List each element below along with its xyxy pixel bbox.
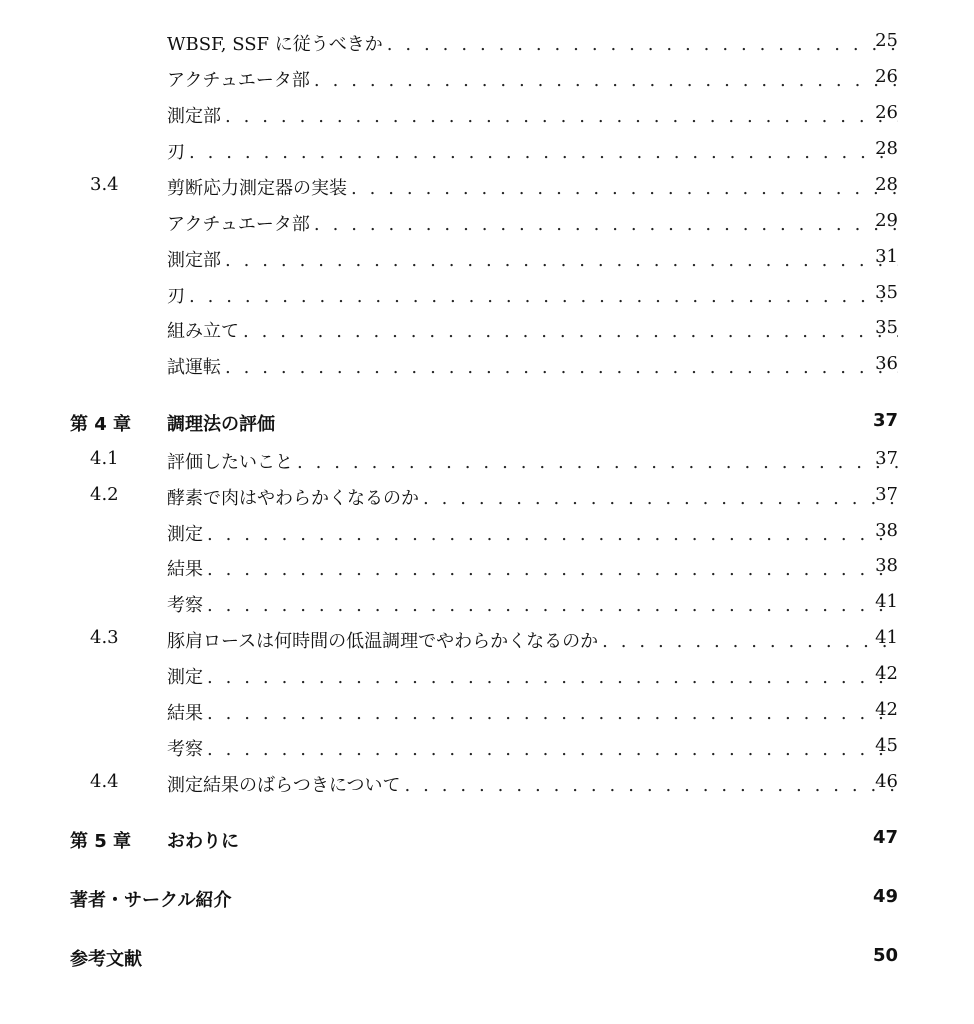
toc-title-line — [167, 591, 898, 617]
toc-dot-leader — [207, 524, 898, 545]
toc-section-number: 4.4 — [90, 771, 119, 792]
toc-dot-leader — [423, 488, 898, 509]
toc-title-line — [167, 102, 898, 128]
toc-entry — [0, 26, 974, 56]
toc-page-number: 38 — [875, 555, 898, 576]
toc-page-number: 29 — [875, 210, 898, 231]
toc-title: 結果 — [167, 559, 203, 580]
toc-page-number: 41 — [875, 627, 898, 648]
toc-section-number: 3.4 — [90, 174, 119, 195]
toc-title-line — [167, 174, 898, 200]
toc-dot-leader — [314, 214, 898, 235]
toc-page-number: 45 — [875, 735, 898, 756]
toc-dot-leader — [207, 559, 898, 580]
toc-dot-leader — [207, 703, 898, 724]
toc-title-line — [167, 282, 898, 308]
toc-chapter-entry — [0, 406, 974, 436]
toc-dot-leader — [243, 321, 898, 342]
toc-chapter-entry — [0, 882, 974, 912]
toc-title: 結果 — [167, 703, 203, 724]
toc-entry — [0, 623, 974, 653]
toc-title-line — [167, 771, 898, 797]
toc-title: 酵素で肉はやわらかくなるのか — [167, 488, 419, 509]
toc-page-number: 26 — [875, 66, 898, 87]
toc-chapter-entry — [0, 823, 974, 853]
toc-page-number: 41 — [875, 591, 898, 612]
toc-section-number: 4.3 — [90, 627, 119, 648]
toc-entry — [0, 134, 974, 164]
toc-dot-leader — [351, 178, 898, 199]
toc-entry — [0, 349, 974, 379]
toc-title: WBSF, SSF に従うべきか — [167, 34, 383, 55]
toc-title: 試運転 — [167, 357, 221, 378]
toc-entry — [0, 242, 974, 272]
toc-page-number: 38 — [875, 520, 898, 541]
toc-entry — [0, 551, 974, 581]
toc-page-number: 25 — [875, 30, 898, 51]
toc-dot-leader — [404, 775, 898, 796]
toc-page-number: 31 — [875, 246, 898, 267]
toc-title-line — [167, 627, 898, 653]
toc-title-line — [167, 827, 898, 853]
toc-title-line — [167, 520, 898, 546]
toc-page-number: 37 — [875, 484, 898, 505]
toc-title: 考察 — [167, 739, 203, 760]
toc-title-line — [70, 945, 898, 971]
toc-title: 測定結果のばらつきについて — [167, 775, 401, 796]
toc-title: アクチュエータ部 — [167, 70, 310, 91]
toc-dot-leader — [207, 595, 898, 616]
toc-page-number: 28 — [875, 138, 898, 159]
toc-entry — [0, 587, 974, 617]
toc-page-number: 37 — [875, 448, 898, 469]
toc-page-number: 28 — [875, 174, 898, 195]
toc-page-number: 42 — [875, 663, 898, 684]
toc-title: 考察 — [167, 595, 203, 616]
toc-title-line — [167, 353, 898, 379]
toc-title: アクチュエータ部 — [167, 214, 310, 235]
toc-page-number: 50 — [872, 945, 898, 966]
toc-entry — [0, 731, 974, 761]
toc-title-line — [167, 66, 898, 92]
toc-dot-leader — [225, 106, 898, 127]
toc-page-number: 37 — [872, 410, 898, 431]
toc-title-line — [167, 699, 898, 725]
toc-chapter-number: 第 5 章 — [70, 831, 132, 852]
toc-title: 測定 — [167, 667, 203, 688]
toc-chapter-entry — [0, 941, 974, 971]
toc-dot-leader — [387, 34, 898, 55]
toc-section-number: 4.2 — [90, 484, 119, 505]
toc-page-number: 26 — [875, 102, 898, 123]
toc-entry — [0, 659, 974, 689]
toc-title: 調理法の評価 — [167, 414, 275, 435]
toc-page-number: 35 — [875, 282, 898, 303]
toc-dot-leader — [225, 250, 898, 271]
toc-title: 組み立て — [167, 321, 239, 342]
toc-title: 評価したいこと — [167, 452, 293, 473]
toc-title-line — [167, 555, 898, 581]
toc-title-line — [167, 246, 898, 272]
toc-title-line — [70, 886, 898, 912]
toc-page-number: 49 — [872, 886, 898, 907]
toc-entry — [0, 206, 974, 236]
toc-entry — [0, 695, 974, 725]
toc-title: 測定部 — [167, 250, 221, 271]
toc-title-line — [167, 138, 898, 164]
toc-title: 刃 — [167, 142, 185, 163]
toc-dot-leader — [207, 667, 898, 688]
toc-entry — [0, 313, 974, 343]
toc-page-number: 46 — [875, 771, 898, 792]
toc-title-line — [167, 210, 898, 236]
toc-entry — [0, 480, 974, 510]
toc-page-number: 36 — [875, 353, 898, 374]
toc-entry — [0, 767, 974, 797]
toc-title: 参考文献 — [70, 949, 142, 970]
toc-page-number: 47 — [872, 827, 898, 848]
toc-title-line — [167, 317, 898, 343]
toc-entry — [0, 516, 974, 546]
toc-title-line — [167, 735, 898, 761]
toc-title-line — [167, 484, 898, 510]
toc-dot-leader — [602, 631, 898, 652]
toc-entry — [0, 170, 974, 200]
toc-dot-leader — [297, 452, 898, 473]
toc-dot-leader — [189, 286, 898, 307]
toc-title-line — [167, 410, 898, 436]
toc-page-number: 42 — [875, 699, 898, 720]
toc-dot-leader — [189, 142, 898, 163]
toc-section-number: 4.1 — [90, 448, 119, 469]
toc-title-line — [167, 663, 898, 689]
toc-title-line — [167, 448, 898, 474]
toc-entry — [0, 278, 974, 308]
toc-page-number: 35 — [875, 317, 898, 338]
toc-title: 刃 — [167, 286, 185, 307]
toc-title: おわりに — [167, 831, 239, 852]
toc-title: 著者・サークル紹介 — [70, 890, 232, 911]
toc-title: 測定 — [167, 524, 203, 545]
toc-entry — [0, 444, 974, 474]
toc-entry — [0, 62, 974, 92]
toc-title: 豚肩ロースは何時間の低温調理でやわらかくなるのか — [167, 631, 599, 652]
toc-entry — [0, 98, 974, 128]
toc-title: 剪断応力測定器の実装 — [167, 178, 347, 199]
toc-title: 測定部 — [167, 106, 221, 127]
toc-dot-leader — [225, 357, 898, 378]
toc-dot-leader — [314, 70, 898, 91]
toc-chapter-number: 第 4 章 — [70, 414, 132, 435]
toc-title-line — [167, 30, 898, 56]
toc-dot-leader — [207, 739, 898, 760]
